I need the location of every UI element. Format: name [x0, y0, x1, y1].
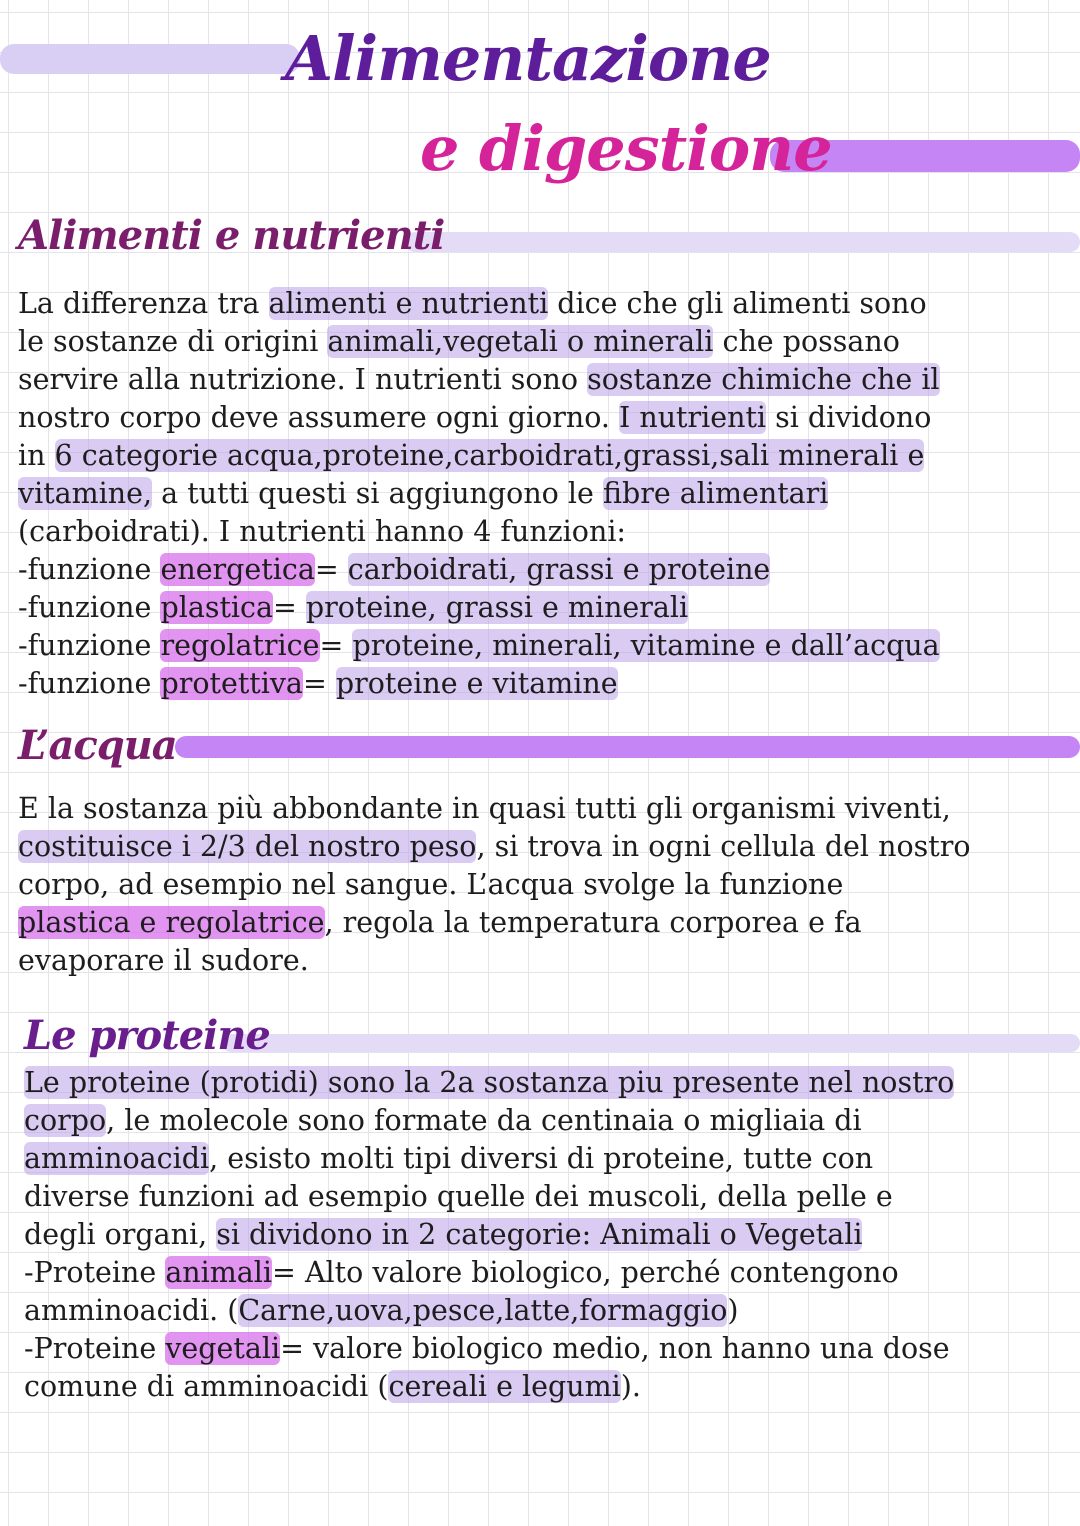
text-line — [18, 828, 970, 866]
highlighted-text: sostanze chimiche che il — [587, 363, 940, 396]
text-segment: corpo, ad esempio nel sangue. L’acqua svolge la funzione — [18, 868, 844, 901]
highlighted-text: fibre alimentari — [602, 477, 829, 510]
text-segment: nostro corpo deve assumere ogni giorno. — [18, 401, 620, 434]
text-segment: a tutti questi si aggiungono le — [152, 477, 603, 510]
text-segment: degli organi, — [24, 1218, 217, 1251]
text-line — [18, 323, 940, 361]
text-line — [24, 1064, 954, 1102]
text-segment: -funzione — [18, 591, 161, 624]
text-segment: (carboidrati). I nutrienti hanno 4 funzioni: — [18, 515, 627, 548]
text-line — [18, 513, 940, 551]
page-title-line2: e digestione — [420, 112, 832, 185]
text-segment: , si trova in ogni cellula del nostro — [476, 830, 971, 863]
text-segment: si dividono — [766, 401, 932, 434]
section-body-proteine — [24, 1064, 954, 1406]
highlighted-text: Le proteine (protidi) sono la 2a sostanza piu presente nel nostro — [24, 1066, 955, 1099]
text-line — [18, 904, 970, 942]
text-line — [18, 790, 970, 828]
text-line — [18, 627, 940, 665]
text-segment: evaporare il sudore. — [18, 944, 309, 977]
text-line — [24, 1254, 954, 1292]
highlighted-text: proteine e vitamine — [335, 667, 618, 700]
text-segment: -Proteine — [24, 1332, 166, 1365]
text-segment: = — [314, 553, 348, 586]
text-line — [18, 942, 970, 980]
highlighted-text: protettiva — [160, 667, 303, 700]
highlighted-text: corpo — [24, 1104, 107, 1137]
text-segment: = — [319, 629, 353, 662]
title-stripe-left — [0, 44, 300, 74]
text-segment: E la sostanza più abbondante in quasi tutti gli organismi viventi, — [18, 792, 951, 825]
highlighted-text: regolatrice — [160, 629, 320, 662]
text-segment: diverse funzioni ad esempio quelle dei muscoli, della pelle e — [24, 1180, 893, 1213]
text-line — [18, 361, 940, 399]
text-line — [18, 551, 940, 589]
text-segment: ). — [620, 1370, 641, 1403]
text-segment: -Proteine — [24, 1256, 166, 1289]
highlighted-text: vitamine, — [18, 477, 153, 510]
text-segment: = — [272, 591, 306, 624]
text-segment: , esisto molti tipi diversi di proteine, tutte con — [209, 1142, 874, 1175]
text-line — [18, 866, 970, 904]
text-line — [18, 399, 940, 437]
text-line — [24, 1102, 954, 1140]
text-segment: comune di amminoacidi ( — [24, 1370, 389, 1403]
text-segment: La differenza tra — [18, 287, 269, 320]
section-heading-proteine: Le proteine — [24, 1012, 270, 1059]
text-line — [24, 1178, 954, 1216]
highlighted-text: proteine, grassi e minerali — [305, 591, 689, 624]
highlighted-text: alimenti e nutrienti — [268, 287, 549, 320]
text-segment: = — [302, 667, 336, 700]
text-segment: = Alto valore biologico, perché contengono — [272, 1256, 899, 1289]
section-heading-alimenti: Alimenti e nutrienti — [18, 212, 445, 259]
highlighted-text: proteine, minerali, vitamine e dall’acqua — [352, 629, 940, 662]
text-line — [18, 437, 940, 475]
section-body-acqua — [18, 790, 970, 980]
text-segment: = valore biologico medio, non hanno una dose — [280, 1332, 950, 1365]
highlighted-text: animali,vegetali o minerali — [327, 325, 714, 358]
text-segment: in — [18, 439, 55, 472]
highlighted-text: plastica e regolatrice — [18, 906, 325, 939]
highlighted-text: cereali e legumi — [388, 1370, 621, 1403]
highlighted-text: amminoacidi — [24, 1142, 210, 1175]
text-segment: -funzione — [18, 629, 161, 662]
section-body-alimenti — [18, 285, 940, 703]
text-line — [24, 1292, 954, 1330]
highlighted-text: Carne,uova,pesce,latte,formaggio — [238, 1294, 728, 1327]
highlighted-text: carboidrati, grassi e proteine — [347, 553, 771, 586]
highlighted-text: animali — [165, 1256, 273, 1289]
text-line — [24, 1368, 954, 1406]
text-line — [24, 1330, 954, 1368]
text-segment: che possano — [713, 325, 900, 358]
text-line — [18, 665, 940, 703]
highlighted-text: plastica — [160, 591, 273, 624]
page-title-line1: Alimentazione — [285, 22, 771, 95]
heading-stripe-1 — [405, 232, 1080, 252]
highlighted-text: I nutrienti — [619, 401, 767, 434]
highlighted-text: 6 categorie acqua,proteine,carboidrati,grassi,sali minerali e — [54, 439, 925, 472]
text-segment: servire alla nutrizione. I nutrienti sono — [18, 363, 588, 396]
text-segment: ) — [727, 1294, 739, 1327]
highlighted-text: energetica — [160, 553, 315, 586]
text-segment: , le molecole sono formate da centinaia o migliaia di — [106, 1104, 862, 1137]
heading-stripe-2 — [175, 736, 1080, 758]
text-line — [18, 285, 940, 323]
section-heading-acqua: L’acqua — [18, 722, 177, 769]
highlighted-text: si dividono in 2 categorie: Animali o Vegetali — [216, 1218, 863, 1251]
text-line — [24, 1140, 954, 1178]
text-line — [18, 475, 940, 513]
text-segment: dice che gli alimenti sono — [548, 287, 927, 320]
text-line — [18, 589, 940, 627]
text-segment: , regola la temperatura corporea e fa — [324, 906, 862, 939]
highlighted-text: costituisce i 2/3 del nostro peso — [18, 830, 477, 863]
text-segment: amminoacidi. ( — [24, 1294, 239, 1327]
text-segment: le sostanze di origini — [18, 325, 328, 358]
text-segment: -funzione — [18, 667, 161, 700]
text-line — [24, 1216, 954, 1254]
heading-stripe-3 — [222, 1034, 1080, 1052]
text-segment: -funzione — [18, 553, 161, 586]
highlighted-text: vegetali — [165, 1332, 281, 1365]
